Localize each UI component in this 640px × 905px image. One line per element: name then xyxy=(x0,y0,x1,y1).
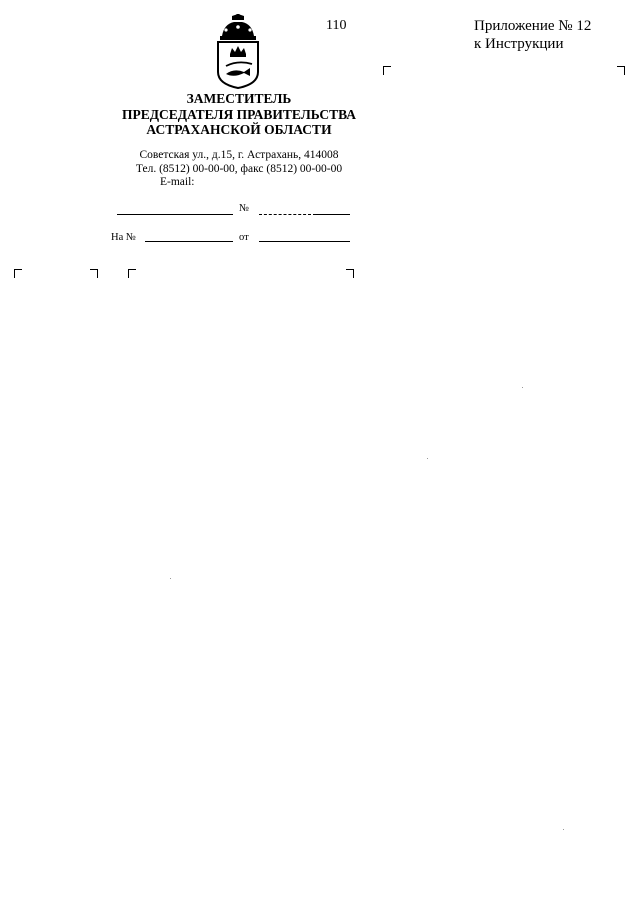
organization-line-1: ЗАМЕСТИТЕЛЬ xyxy=(186,91,292,106)
appendix-label xyxy=(474,17,591,53)
organization-title xyxy=(100,91,378,138)
date-line xyxy=(117,214,233,215)
subject-corner-top-right-a xyxy=(90,269,98,278)
addressee-corner-top-left xyxy=(383,66,391,75)
address-text: Советская ул., д.15, г. Астрахань, 414008 xyxy=(139,149,339,161)
page-number: 110 xyxy=(326,18,347,33)
in-reply-number-line xyxy=(145,241,233,242)
subject-corner-top-left-b xyxy=(128,269,136,278)
coat-of-arms-icon xyxy=(210,14,266,90)
phone-fax-text: Тел. (8512) 00-00-00, факс (8512) 00-00-00 xyxy=(135,162,343,175)
scan-speck xyxy=(563,829,564,830)
appendix-line-1: Приложение № 12 xyxy=(474,18,592,34)
contact-block xyxy=(100,149,378,190)
number-label: № xyxy=(239,203,250,214)
from-label: от xyxy=(239,232,249,243)
scan-speck xyxy=(427,458,428,459)
addressee-corner-top-right xyxy=(617,66,625,75)
scan-speck xyxy=(522,387,523,388)
outgoing-number-line-a xyxy=(259,214,311,215)
email-label: E-mail: xyxy=(160,176,195,188)
scan-speck xyxy=(170,578,171,579)
appendix-line-2: к Инструкции xyxy=(474,36,564,52)
organization-line-2: ПРЕДСЕДАТЕЛЯ ПРАВИТЕЛЬСТВА xyxy=(121,106,357,122)
outgoing-number-line-b xyxy=(313,214,350,215)
in-reply-date-line xyxy=(259,241,350,242)
organization-line-3: АСТРАХАНСКОЙ ОБЛАСТИ xyxy=(146,122,332,137)
subject-corner-top-left-a xyxy=(14,269,22,278)
in-reply-label: На № xyxy=(111,232,136,243)
subject-corner-top-right-b xyxy=(346,269,354,278)
